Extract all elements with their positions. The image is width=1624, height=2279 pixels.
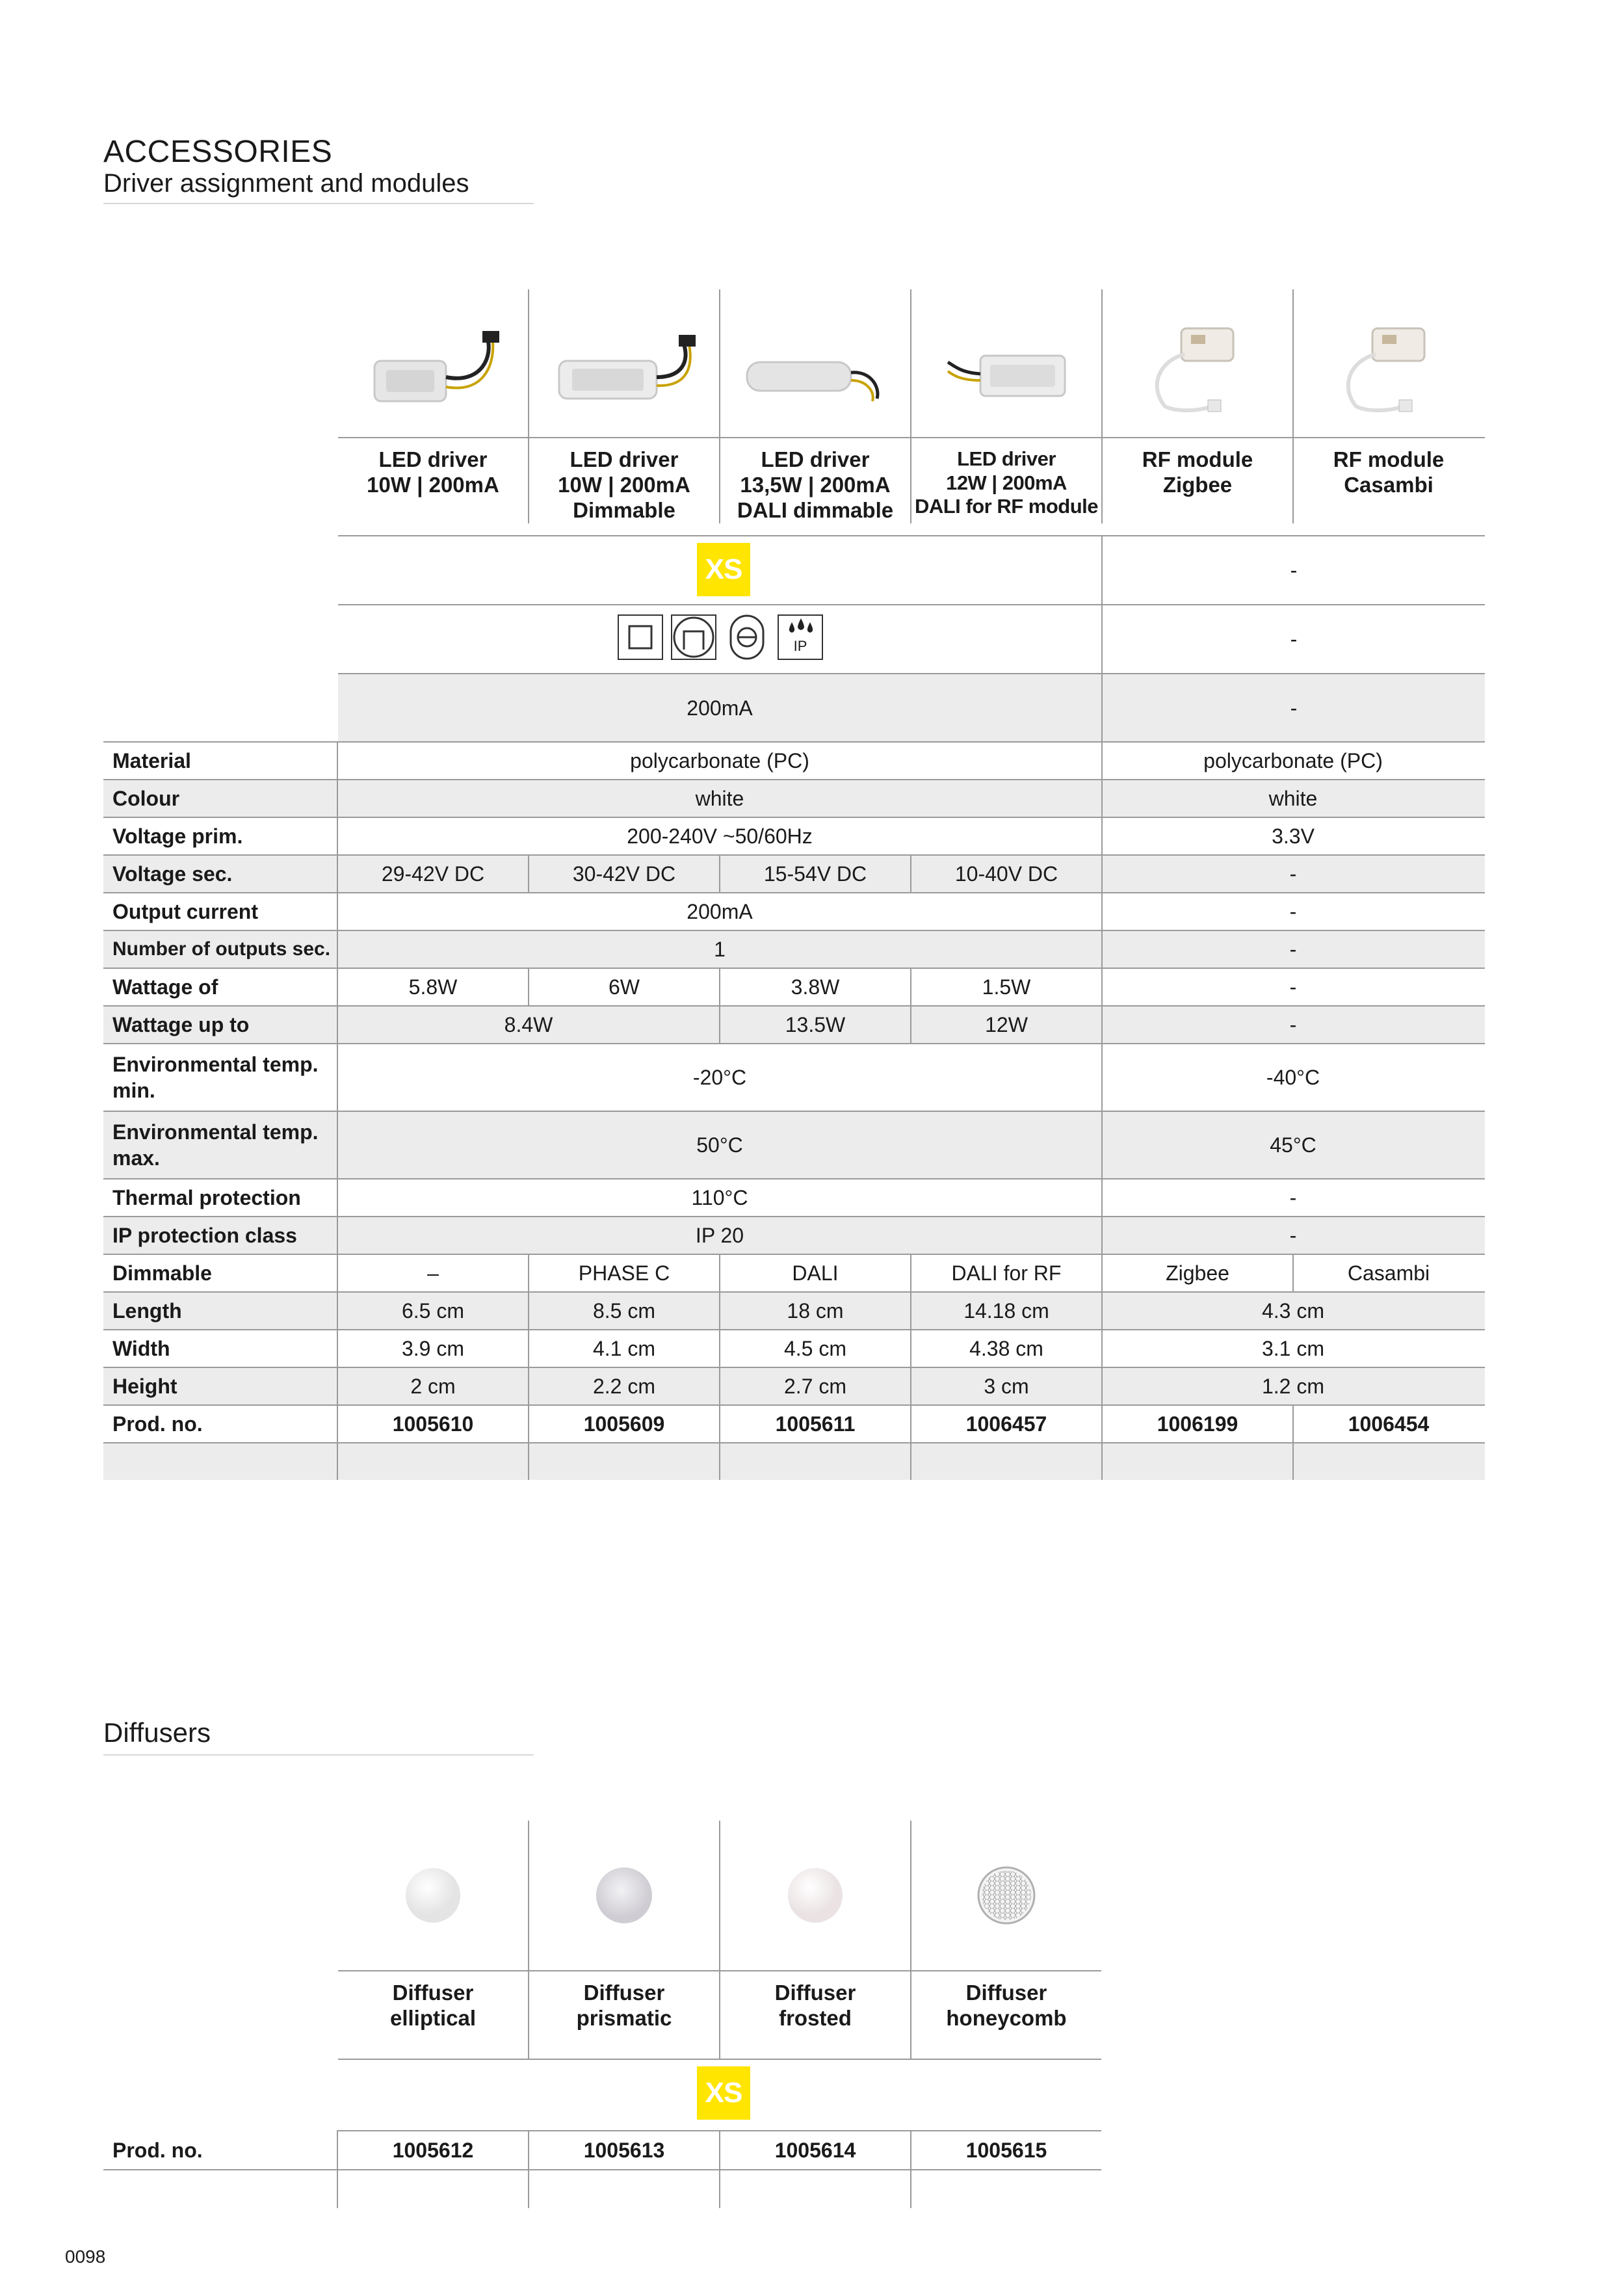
row-label-wattage-of: Wattage of bbox=[112, 975, 218, 999]
cell-thermal: - bbox=[1289, 1185, 1297, 1209]
diffuser-size-xs-badge: XS bbox=[697, 2066, 750, 2120]
diffuser-frosted-image bbox=[720, 1827, 910, 1964]
row-label-ip-class: IP protection class bbox=[112, 1224, 297, 1247]
row-label-wattage-up-to: Wattage up to bbox=[112, 1013, 250, 1036]
cell-length: 14.18 cm bbox=[963, 1298, 1049, 1323]
row-label-env-max: Environmental temp. max. bbox=[112, 1120, 319, 1170]
current-header-modules: - bbox=[1103, 674, 1485, 742]
row-label-prod-no: Prod. no. bbox=[112, 1412, 203, 1436]
cell-dimmable: – bbox=[427, 1261, 439, 1285]
cell-outputs-sec: 1 bbox=[714, 937, 726, 961]
cell-dimmable: Casambi bbox=[1347, 1261, 1430, 1285]
cell-env-min: -40°C bbox=[1266, 1065, 1320, 1089]
cell-prod-no: 1006457 bbox=[965, 1412, 1047, 1436]
cell-wattage-up-to: 13.5W bbox=[785, 1012, 846, 1036]
row-label-height: Height bbox=[112, 1375, 177, 1398]
cell-width: 4.38 cm bbox=[969, 1336, 1043, 1360]
diffuser-elliptical-image bbox=[338, 1827, 528, 1964]
cell-wattage-of: 5.8W bbox=[408, 975, 458, 999]
cell-voltage-sec: 29-42V DC bbox=[381, 862, 485, 886]
cell-empty bbox=[1103, 1443, 1292, 1481]
row-label-colour: Colour bbox=[112, 787, 180, 810]
cell-env-max: 50°C bbox=[696, 1133, 743, 1157]
cell-height: 3 cm bbox=[984, 1374, 1029, 1398]
col-title-led-driver-dimmable: LED driver 10W | 200mA Dimmable bbox=[558, 447, 690, 522]
page-number: 0098 bbox=[65, 2246, 106, 2267]
row-label-env-min: Environmental temp. min. bbox=[112, 1053, 319, 1102]
cell-outputs-sec: - bbox=[1289, 937, 1297, 961]
cell-length: 18 cm bbox=[787, 1298, 844, 1323]
cell-empty bbox=[529, 1443, 719, 1481]
col-title-led-driver-10w: LED driver 10W | 200mA bbox=[367, 447, 499, 497]
cell-dimmable: DALI for RF bbox=[951, 1261, 1062, 1285]
current-header-drivers: 200mA bbox=[338, 674, 1101, 742]
modules-mount-value: - bbox=[1290, 627, 1298, 651]
row-label-material: Material bbox=[112, 749, 191, 772]
cell-voltage-sec: 10-40V DC bbox=[954, 862, 1058, 886]
cell-material: polycarbonate (PC) bbox=[1203, 748, 1383, 772]
col-title-diffuser-honeycomb: Diffuser honeycomb bbox=[946, 1981, 1067, 2030]
diffuser-prod-no: 1005614 bbox=[774, 2138, 856, 2162]
row-label-outputs-sec: Number of outputs sec. bbox=[112, 938, 331, 960]
cell-width: 3.1 cm bbox=[1261, 1336, 1325, 1360]
cell-length: 4.3 cm bbox=[1261, 1298, 1325, 1323]
cell-wattage-of: 6W bbox=[609, 975, 640, 999]
cell-empty bbox=[911, 1443, 1101, 1481]
diffuser-prod-no: 1005612 bbox=[392, 2138, 474, 2162]
cell-length: 8.5 cm bbox=[592, 1298, 656, 1323]
diffuser-prod-no: 1005613 bbox=[583, 2138, 665, 2162]
cell-width: 4.5 cm bbox=[783, 1336, 847, 1360]
led-driver-dimmable-image bbox=[529, 293, 719, 436]
diffuser-prismatic-image bbox=[529, 1827, 719, 1964]
cell-height: 2.7 cm bbox=[783, 1374, 847, 1398]
cell-prod-no: 1005611 bbox=[775, 1412, 856, 1436]
modules-size-value: - bbox=[1290, 558, 1298, 582]
row-label-thermal: Thermal protection bbox=[112, 1186, 301, 1209]
row-label-voltage-sec: Voltage sec. bbox=[112, 862, 233, 886]
cell-height: 1.2 cm bbox=[1261, 1374, 1325, 1398]
cell-dimmable: Zigbee bbox=[1166, 1261, 1229, 1285]
cell-wattage-of: 1.5W bbox=[982, 975, 1031, 999]
row-label-length: Length bbox=[112, 1299, 182, 1323]
cell-prod-no: 1005610 bbox=[392, 1412, 474, 1436]
col-title-rf-casambi: RF module Casambi bbox=[1333, 447, 1445, 497]
recessed-mount-icon bbox=[671, 614, 716, 660]
cell-prod-no: 1006199 bbox=[1157, 1412, 1238, 1436]
cell-wattage-up-to: 12W bbox=[985, 1012, 1028, 1036]
round-luminaire-icon bbox=[724, 614, 770, 660]
cell-ip-class: - bbox=[1289, 1223, 1297, 1247]
cell-width: 4.1 cm bbox=[592, 1336, 656, 1360]
row-label-width: Width bbox=[112, 1337, 170, 1360]
cell-output-current: 200mA bbox=[687, 899, 753, 923]
cell-voltage-sec: 15-54V DC bbox=[763, 862, 867, 886]
cell-wattage-of: 3.8W bbox=[791, 975, 840, 999]
cell-length: 6.5 cm bbox=[401, 1298, 465, 1323]
cell-thermal: 110°C bbox=[691, 1185, 748, 1209]
diffuser-prod-no: 1005615 bbox=[965, 2138, 1047, 2162]
ip-drops-icon bbox=[778, 614, 823, 660]
cell-wattage-up-to: - bbox=[1289, 1012, 1297, 1036]
size-xs-badge: XS bbox=[697, 543, 750, 596]
page-subtitle: Driver assignment and modules bbox=[103, 169, 469, 198]
cell-env-min: -20°C bbox=[692, 1065, 747, 1089]
cell-voltage-prim: 200-240V ~50/60Hz bbox=[627, 824, 813, 848]
col-title-led-driver-dali: LED driver 13,5W | 200mA DALI dimmable bbox=[737, 447, 894, 522]
cell-wattage-up-to: 8.4W bbox=[504, 1012, 553, 1036]
led-driver-dali-image bbox=[720, 293, 910, 436]
cell-empty bbox=[338, 1443, 528, 1481]
led-driver-10w-image bbox=[338, 293, 528, 436]
rf-module-zigbee-image bbox=[1103, 293, 1292, 436]
cell-prod-no: 1005609 bbox=[583, 1412, 665, 1436]
cell-env-max: 45°C bbox=[1270, 1133, 1316, 1157]
col-title-diffuser-frosted: Diffuser frosted bbox=[774, 1981, 856, 2030]
cell-height: 2 cm bbox=[410, 1374, 456, 1398]
diffusers-title: Diffusers bbox=[103, 1717, 211, 1748]
col-title-diffuser-elliptical: Diffuser elliptical bbox=[389, 1981, 477, 2030]
ip-label: IP bbox=[793, 638, 807, 654]
col-title-rf-zigbee: RF module Zigbee bbox=[1142, 447, 1253, 497]
cell-height: 2.2 cm bbox=[592, 1374, 656, 1398]
page-header bbox=[103, 137, 534, 204]
diffuser-prod-label: Prod. no. bbox=[112, 2139, 203, 2162]
cell-ip-class: IP 20 bbox=[695, 1223, 744, 1247]
row-label-dimmable: Dimmable bbox=[112, 1261, 212, 1285]
rf-module-casambi-image bbox=[1294, 293, 1484, 436]
cell-output-current: - bbox=[1289, 899, 1297, 923]
surface-mount-icon bbox=[618, 614, 663, 660]
cell-empty bbox=[1294, 1443, 1484, 1481]
cell-width: 3.9 cm bbox=[401, 1336, 465, 1360]
row-label-voltage-prim: Voltage prim. bbox=[112, 824, 243, 848]
cell-voltage-sec: 30-42V DC bbox=[572, 862, 676, 886]
col-title-diffuser-prismatic: Diffuser prismatic bbox=[576, 1981, 672, 2030]
col-title-led-driver-dali-rf: LED driver 12W | 200mA DALI for RF module bbox=[914, 447, 1099, 518]
cell-prod-no: 1006454 bbox=[1348, 1412, 1430, 1436]
row-label-output-current: Output current bbox=[112, 900, 258, 923]
cell-voltage-prim: 3.3V bbox=[1272, 824, 1315, 848]
cell-dimmable: DALI bbox=[792, 1261, 839, 1285]
cell-wattage-of: - bbox=[1289, 975, 1297, 999]
cell-voltage-sec: - bbox=[1289, 862, 1297, 886]
cell-colour: white bbox=[1268, 786, 1318, 810]
cell-material: polycarbonate (PC) bbox=[630, 748, 809, 772]
cell-colour: white bbox=[695, 786, 744, 810]
diffuser-honeycomb-image bbox=[911, 1827, 1101, 1964]
led-driver-dali-rf-image bbox=[911, 293, 1101, 436]
diffusers-header bbox=[103, 1717, 534, 1756]
cell-empty bbox=[720, 1443, 910, 1481]
page-title: ACCESSORIES bbox=[103, 135, 333, 169]
cell-dimmable: PHASE C bbox=[578, 1261, 670, 1285]
